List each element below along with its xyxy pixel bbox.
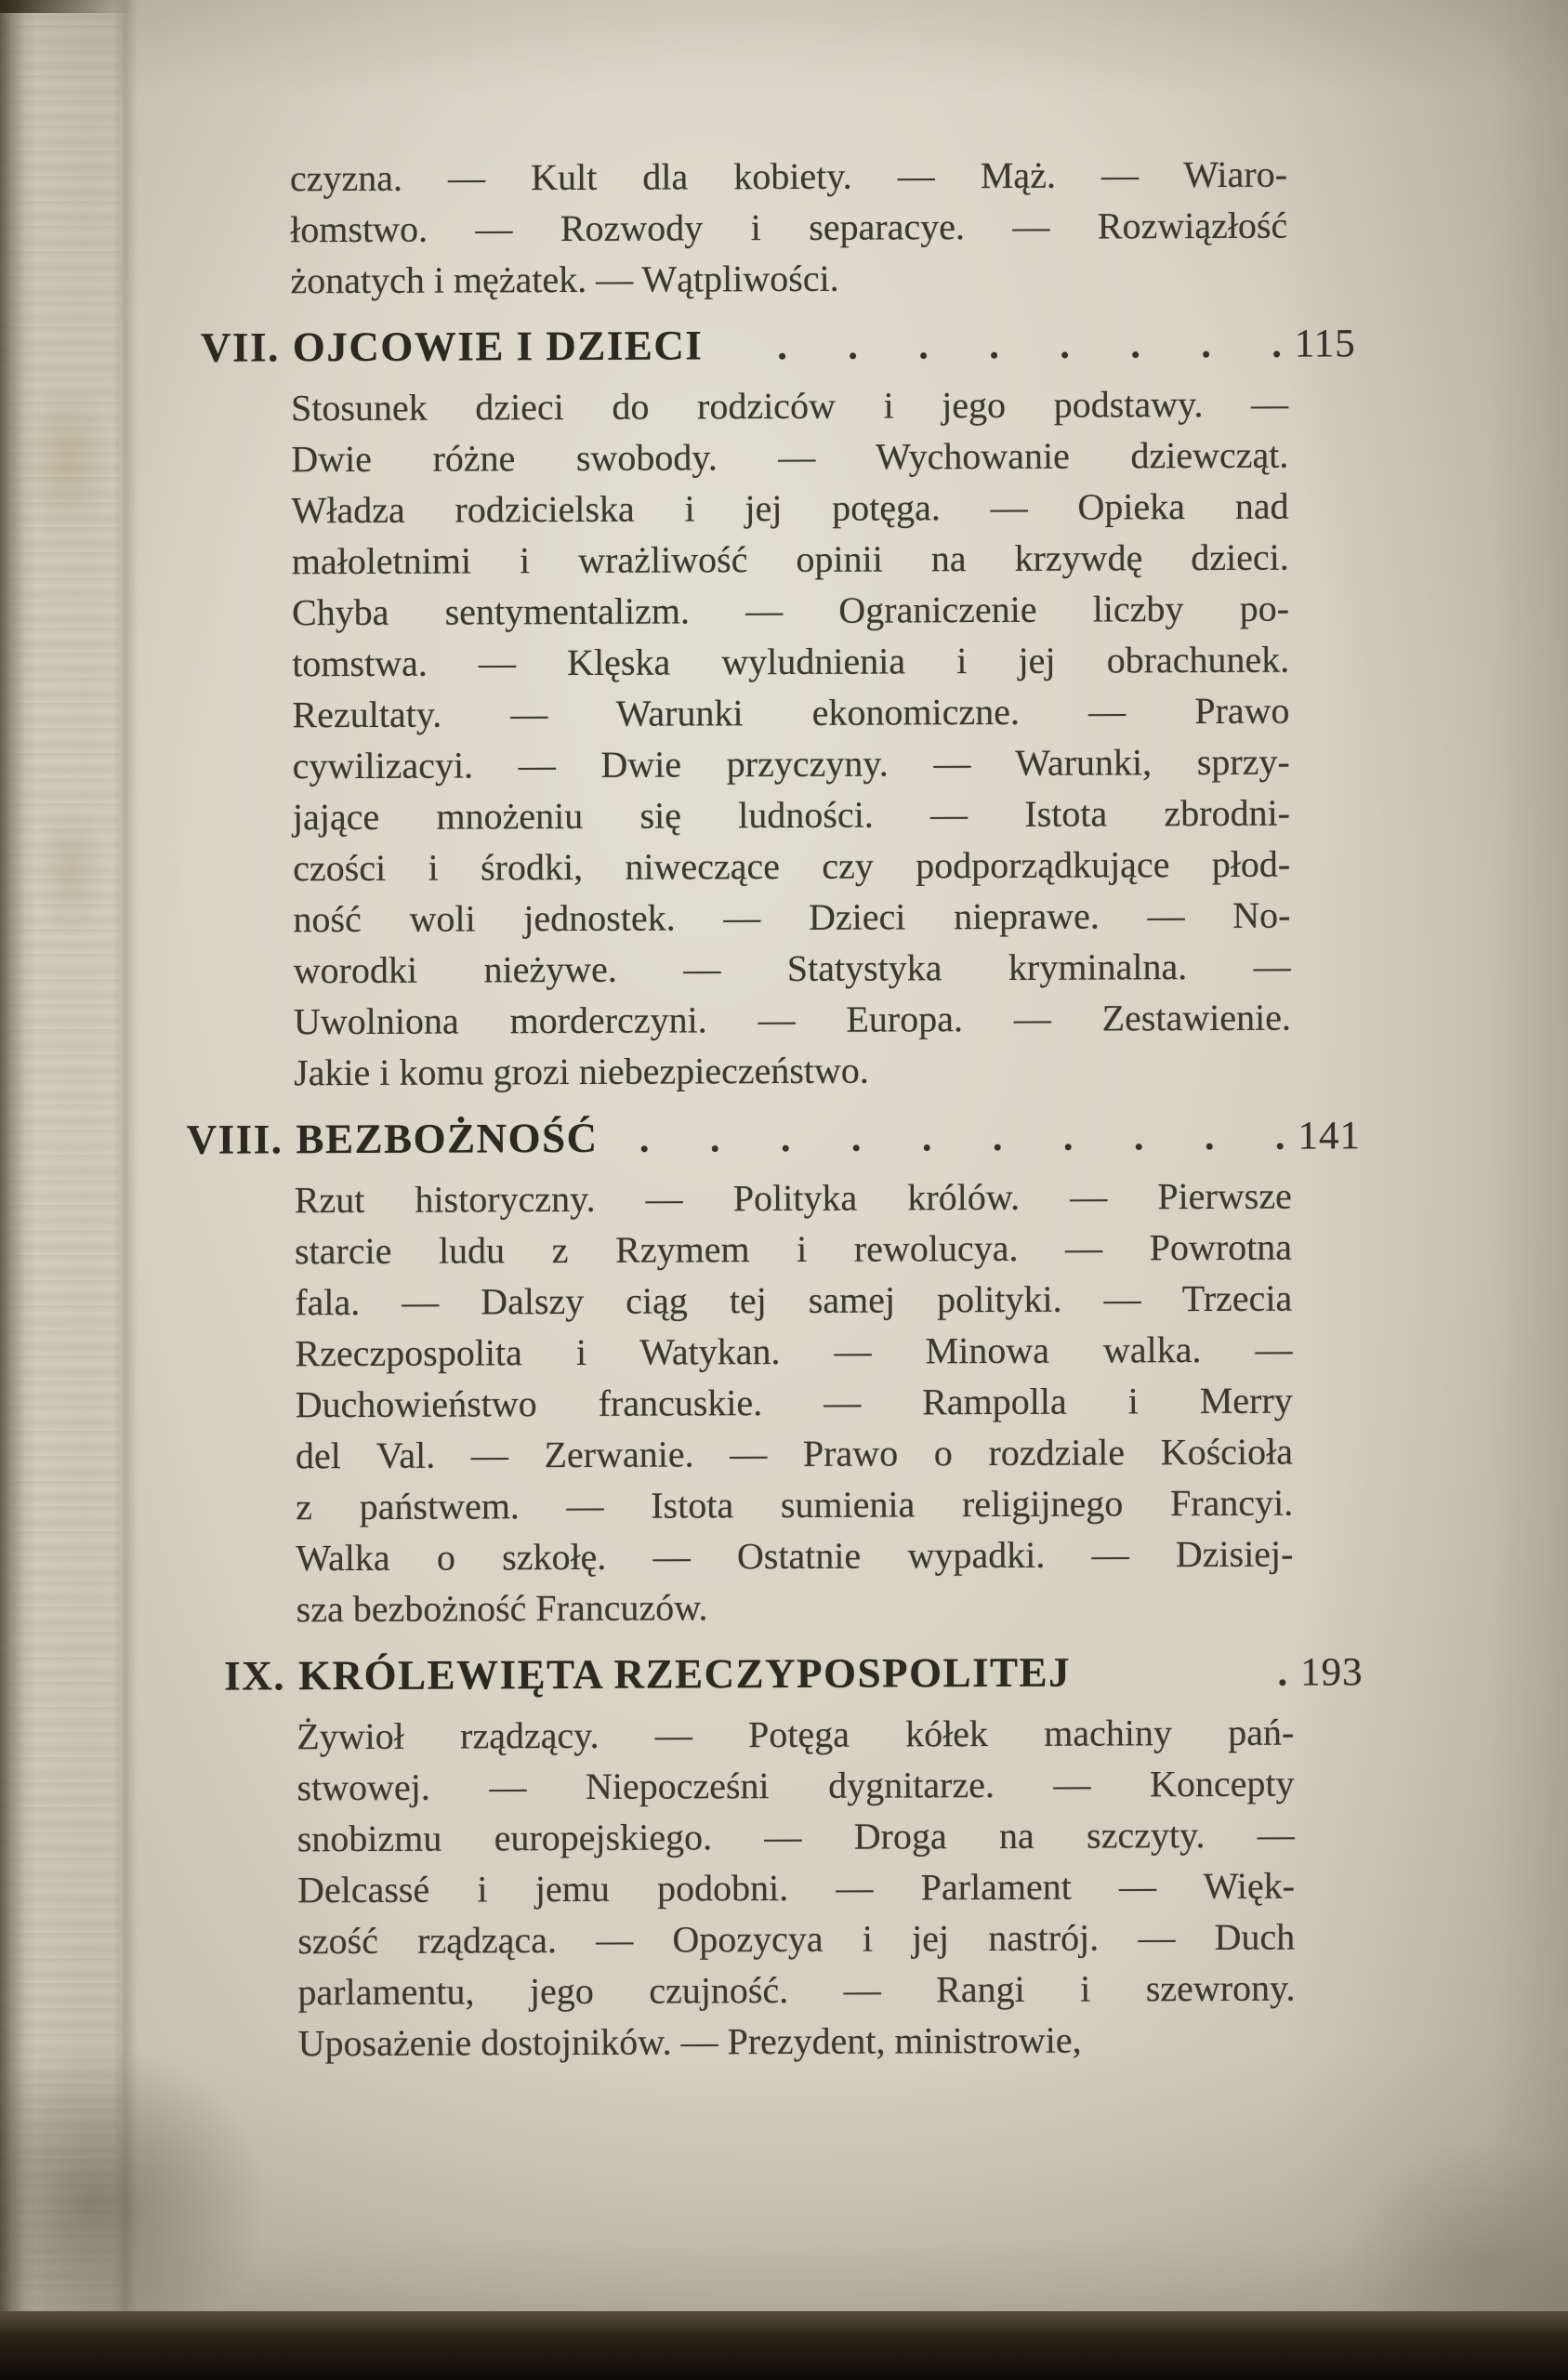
toc-text-line: z państwem. — Istota sumienia religijnego Francyi. (296, 1481, 1294, 1528)
toc-entry-ix (181, 1643, 1391, 2069)
leader-dots: . (1277, 1651, 1288, 1695)
toc-text-line: żonatych i mężatek. — Wątpliwości. (290, 257, 839, 302)
toc-text-line: worodki nieżywe. — Statystyka kryminalna. — (293, 945, 1291, 992)
page-left-edge (0, 0, 119, 2380)
toc-text-line: Rzut historyczny. — Polityka królów. — Pierwsze (294, 1174, 1292, 1222)
chapter-numeral: VIII. (186, 1116, 283, 1163)
toc-text-line: ność woli jednostek. — Dzieci nieprawe. — No- (293, 893, 1291, 941)
toc-text-line: łomstwo. — Rozwody i separacye. — Rozwiązłość (290, 204, 1288, 251)
toc-text-line: Uposażenie dostojników. — Prezydent, ministrowie, (297, 2018, 1082, 2065)
toc-text-line: małoletnimi i wrażliwość opinii na krzywdę dzieci. (291, 536, 1289, 583)
toc-text-line: Rezultaty. — Warunki ekonomiczne. — Prawo (292, 689, 1290, 736)
toc-text-line: Delcassé i jemu podobni. — Parlament — Więk- (296, 1864, 1296, 1911)
toc-text-line: Stosunek dzieci do rodziców i jego podstawy. — (290, 382, 1289, 430)
toc-text-line: fala. — Dalszy ciąg tej samej polityki. — Trzecia (295, 1276, 1293, 1324)
paper-stain (33, 800, 108, 939)
toc-text-line: Walka o szkołę. — Ostatnie wypadki. — Dzisiej- (296, 1532, 1294, 1580)
chapter-description (295, 1170, 1294, 1635)
toc-text-line: szość rządząca. — Opozycya i jej nastrój. — Duch (297, 1915, 1296, 1963)
toc-text-line: del Val. — Zerwanie. — Prawo o rozdziale Kościoła (295, 1430, 1294, 1477)
toc-text-line: Rzeczpospolita i Watykan. — Minowa walka. — (295, 1328, 1293, 1375)
chapter-numeral: IX. (224, 1652, 286, 1699)
toc-text-line: parlamentu, jego czujność. — Rangi i szewrony. (297, 1966, 1296, 2014)
toc-text-line: tomstwa. — Klęska wyludnienia i jej obrachunek. (292, 638, 1290, 685)
toc-text-line: starcie ludu z Rzymem i rewolucya. — Powrotna (294, 1225, 1293, 1273)
leader-dots: . . . . . . . . . . (639, 1115, 1285, 1161)
paper-stain (20, 372, 113, 549)
toc-text-line: Władza rodzicielska i jej potęga. — Opieka nad (291, 484, 1289, 532)
toc-text-line: Jakie i komu grozi niebezpieczeństwo. (294, 1049, 869, 1094)
toc-text-line: cywilizacyi. — Dwie przyczyny. — Warunki, sprzy- (292, 740, 1290, 787)
chapter-numeral: VII. (200, 324, 280, 371)
chapter-description (296, 1707, 1296, 2069)
chapter-page-number: 141 (1298, 1114, 1362, 1158)
toc-entry-vii (176, 314, 1388, 1099)
toc-text-line: snobizmu europejskiego. — Droga na szczyty. — (296, 1813, 1295, 1860)
toc-text-line: jające mnożeniu się ludności. — Istota zbrodni- (292, 791, 1291, 839)
leader-dots: . . . . . . . . (777, 323, 1282, 369)
toc-text-line: Dwie różne swobody. — Wychowanie dziewcząt. (291, 433, 1289, 481)
toc-text-line: stwowej. — Niepocześni dygnitarze. — Koncepty (296, 1762, 1295, 1809)
table-of-contents (174, 0, 1391, 2069)
toc-text-line: czości i środki, niweczące czy podporządkujące płod- (293, 842, 1291, 890)
toc-text-line: sza bezbożność Francuzów. (296, 1586, 708, 1631)
toc-entry-heading (178, 1106, 1387, 1170)
toc-continuation-paragraph (290, 149, 1288, 307)
toc-entry-heading (181, 1643, 1390, 1706)
chapter-title: OJCOWIE I DZIECI (292, 322, 704, 371)
toc-text-line: Żywioł rządzący. — Potęga kółek machiny pań- (296, 1711, 1295, 1758)
toc-entry-heading (176, 314, 1384, 377)
toc-text-line: Uwolniona morderczyni. — Europa. — Zestawienie. (293, 996, 1292, 1043)
page-crease (113, 0, 138, 2380)
toc-text-line: Chyba sentymentalizm. — Ograniczenie liczby po- (291, 587, 1290, 634)
book-bottom-edge (0, 2311, 1568, 2380)
toc-text-line: czyzna. — Kult dla kobiety. — Mąż. — Wiaro- (289, 152, 1288, 200)
chapter-page-number: 193 (1299, 1650, 1364, 1695)
chapter-title: BEZBOŻNOŚĆ (296, 1114, 599, 1163)
top-edge-shadow (0, 0, 139, 13)
toc-text-line: Duchowieństwo francuskie. — Rampolla i Merry (295, 1379, 1293, 1426)
chapter-page-number: 115 (1294, 322, 1356, 366)
toc-entry-viii (178, 1106, 1389, 1635)
chapter-description (291, 378, 1291, 1099)
chapter-title: KRÓLEWIĘTA RZECZYPOSPOLITEJ (297, 1648, 1072, 1699)
